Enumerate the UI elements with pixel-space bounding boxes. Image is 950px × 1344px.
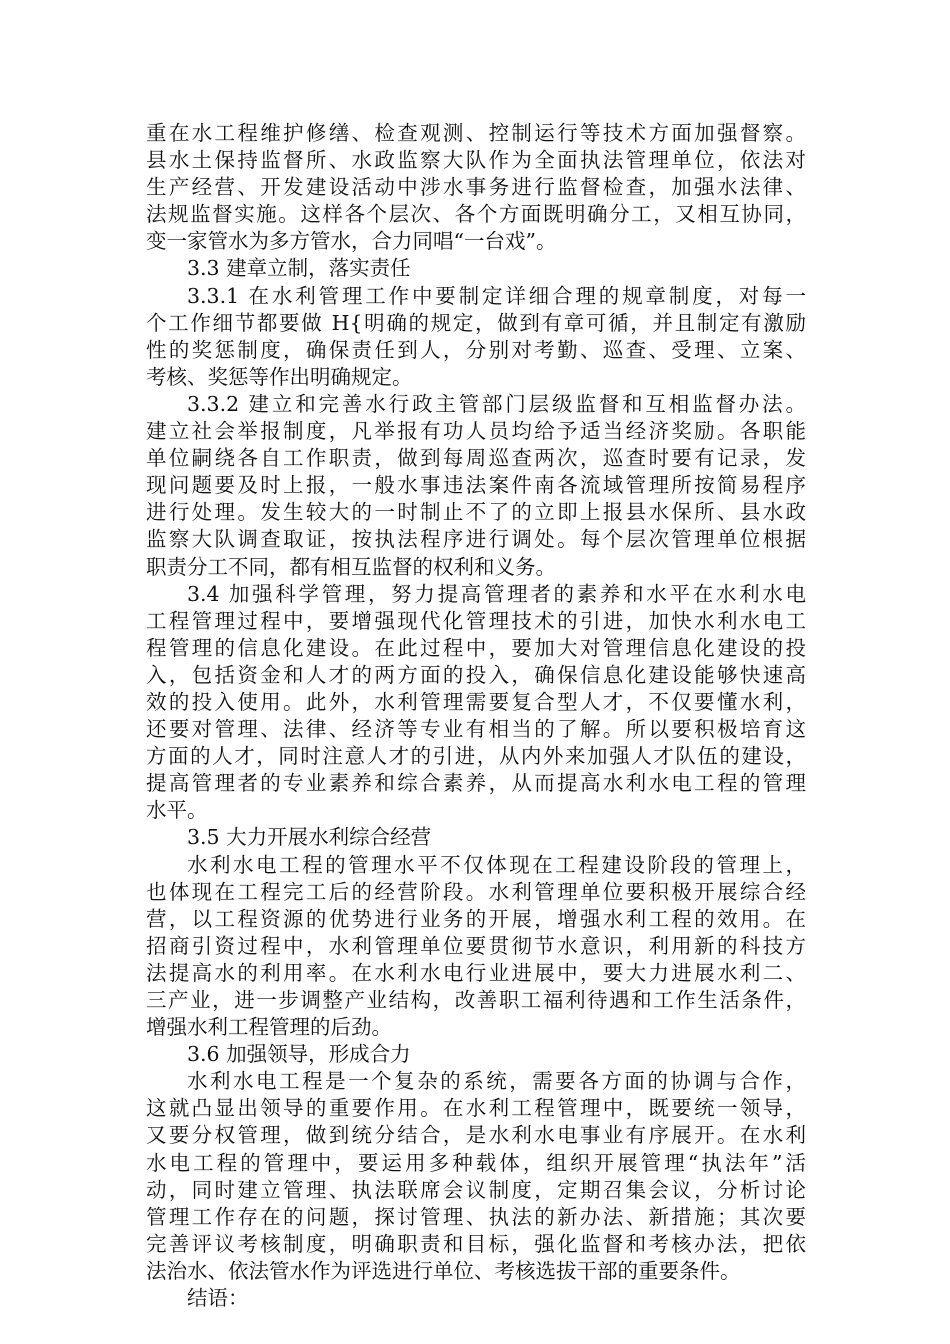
text-line: 又要分权管理，做到统分结合，是水利水电事业有序展开。在水利 — [146, 1123, 806, 1148]
text-line: 效的投入使用。此外，水利管理需要复合型人才，不仅要懂水利， — [146, 689, 806, 714]
text-line: 性的奖惩制度，确保责任到人，分别对考勤、巡查、受理、立案、 — [146, 337, 806, 362]
text-line: 现问题要及时上报，一般水事违法案件南各流域管理所按简易程序 — [146, 473, 806, 498]
text-line: 法规监督实施。这样各个层次、各个方面既明确分工，又相互协同， — [146, 202, 806, 227]
document-body — [146, 120, 806, 1312]
text-line: 个工作细节都要做 H{明确的规定，做到有章可循，并且制定有激励 — [146, 310, 806, 335]
text-line: 提高管理者的专业素养和综合素养，从而提高水利水电工程的管理 — [146, 771, 806, 796]
text-line: 工程管理过程中，要增强现代化管理技术的引进，加快水利水电工 — [146, 608, 806, 633]
text-line: 三产业，进一步调整产业结构，改善职工福利待遇和工作生活条件， — [146, 988, 806, 1012]
text-line: 3.3 建章立制，落实责任 — [187, 256, 411, 281]
text-line: 招商引资过程中，水利管理单位要贯彻节水意识，利用新的科技方 — [146, 933, 806, 958]
text-line: 3.3.2 建立和完善水行政主管部门层级监督和互相监督办法。 — [187, 391, 806, 416]
text-line: 这就凸显出领导的重要作用。在水利工程管理中，既要统一领导， — [146, 1096, 806, 1121]
text-line: 程管理的信息化建设。在此过程中，要加大对管理信息化建设的投 — [146, 635, 806, 660]
text-line: 考核、奖惩等作出明确规定。 — [146, 364, 413, 389]
text-line: 方面的人才，同时注意人才的引进，从内外来加强人才队伍的建设， — [146, 744, 806, 769]
text-line: 3.6 加强领导，形成合力 — [187, 1042, 411, 1067]
text-line: 3.5 大力开展水利综合经营 — [187, 825, 432, 850]
text-line: 县水土保持监督所、水政监察大队作为全面执法管理单位，依法对 — [146, 148, 806, 173]
text-line: 职责分工不同，都有相互监督的权利和义务。 — [146, 554, 556, 579]
text-line: 监察大队调查取证，按执法程序进行调处。每个层次管理单位根据 — [146, 527, 806, 552]
text-line: 水利水电工程是一个复杂的系统，需要各方面的协调与合作， — [187, 1069, 806, 1094]
text-line: 3.3.1 在水利管理工作中要制定详细合理的规章制度，对每一 — [187, 283, 806, 308]
text-line: 也体现在工程完工后的经营阶段。水利管理单位要积极开展综合经 — [146, 879, 806, 904]
text-line: 变一家管水为多方管水，合力同唱“一台戏”。 — [146, 229, 557, 254]
text-line: 完善评议考核制度，明确职责和目标，强化监督和考核办法，把依 — [146, 1231, 806, 1256]
text-line: 结语： — [187, 1286, 249, 1311]
text-line: 营，以工程资源的优势进行业务的开展，增强水利工程的效用。在 — [146, 906, 806, 931]
text-line: 入，包括资金和人才的两方面的投入，确保信息化建设能够快速高 — [146, 662, 806, 687]
text-line: 进行处理。发生较大的一时制止不了的立即上报县水保所、县水政 — [146, 500, 806, 525]
text-line: 增强水利工程管理的后劲。 — [146, 1015, 392, 1040]
text-line: 重在水工程维护修缮、检查观测、控制运行等技术方面加强督察。 — [146, 121, 806, 145]
text-line: 水电工程的管理中，要运用多种载体，组织开展管理“执法年”活 — [146, 1150, 806, 1175]
text-line: 生产经营、开发建设活动中涉水事务进行监督检查，加强水法律、 — [146, 175, 806, 200]
text-line: 水利水电工程的管理水平不仅体现在工程建设阶段的管理上， — [187, 852, 806, 877]
text-line: 单位嗣绕各自工作职责，做到每周巡查两次，巡查时要有记录，发 — [146, 446, 806, 471]
text-line: 动，同时建立管理、执法联席会议制度，定期召集会议，分析讨论 — [146, 1177, 806, 1202]
text-line: 水平。 — [146, 798, 208, 823]
text-line: 法提高水的利用率。在水利水电行业进展中，要大力进展水利二、 — [146, 960, 806, 985]
text-line: 还要对管理、法律、经济等专业有相当的了解。所以要积极培育这 — [146, 717, 806, 742]
text-line: 3.4 加强科学管理，努力提高管理者的素养和水平在水利水电 — [187, 581, 806, 606]
text-line: 建立社会举报制度，凡举报有功人员均给予适当经济奖励。各职能 — [146, 419, 806, 444]
text-line: 法治水、依法管水作为评选进行单位、考核选拔干部的重要条件。 — [146, 1258, 741, 1283]
text-line: 管理工作存在的问题，探讨管理、执法的新办法、新措施；其次要 — [146, 1204, 806, 1229]
